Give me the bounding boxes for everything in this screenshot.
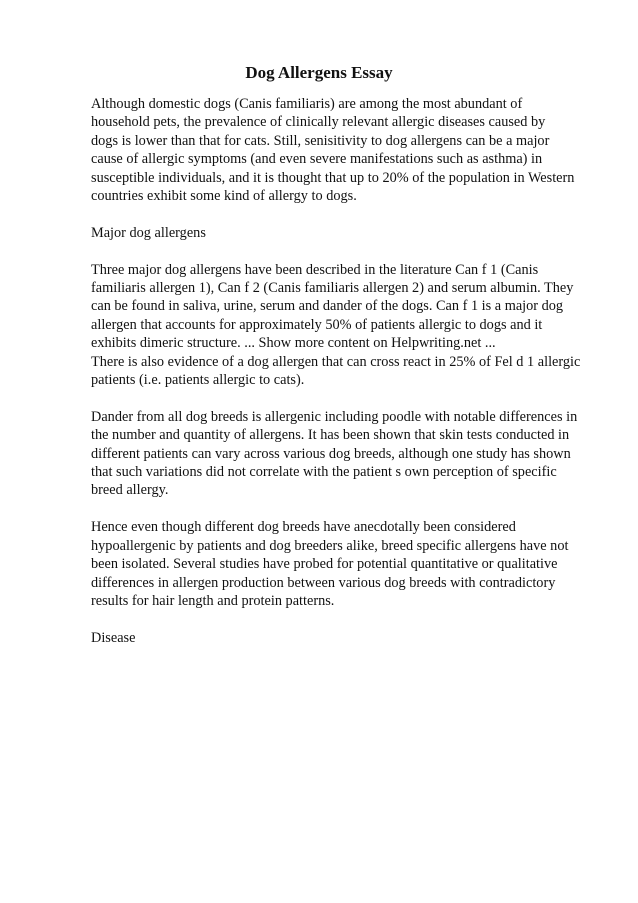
text-line: different patients can vary across various dog breeds, although one study has shown bbox=[91, 445, 571, 462]
paragraph bbox=[91, 518, 601, 610]
text-line: Although domestic dogs (Canis familiaris) are among the most abundant of bbox=[91, 96, 523, 112]
text-line: hypoallergenic by patients and dog breeders alike, breed specific allergens have not bbox=[91, 537, 569, 554]
document-body bbox=[91, 95, 601, 666]
text-line: that such variations did not correlate with the patient s own perception of specific bbox=[91, 464, 557, 481]
paragraph bbox=[91, 224, 601, 242]
text-line: results for hair length and protein patterns. bbox=[91, 592, 335, 609]
text-line: patients (i.e. patients allergic to cats). bbox=[91, 372, 305, 389]
text-line: Disease bbox=[91, 629, 136, 646]
text-line: Dander from all dog breeds is allergenic including poodle with notable differences in bbox=[91, 408, 578, 425]
text-line: There is also evidence of a dog allergen that can cross react in 25% of Fel d 1 allergic bbox=[91, 353, 581, 370]
text-line: cause of allergic symptoms (and even severe manifestations such as asthma) in bbox=[91, 151, 543, 168]
paragraph bbox=[91, 261, 601, 390]
text-line: differences in allergen production between various dog breeds with contradictory bbox=[91, 574, 556, 591]
text-line: Three major dog allergens have been described in the literature Can f 1 (Canis bbox=[91, 261, 539, 278]
document-title: Dog Allergens Essay bbox=[245, 63, 393, 82]
text-line: household pets, the prevalence of clinically relevant allergic diseases caused by bbox=[91, 114, 546, 131]
text-line: Major dog allergens bbox=[91, 224, 206, 241]
text-line: can be found in saliva, urine, serum and dander of the dogs. Can f 1 is a major dog bbox=[91, 298, 564, 315]
text-line: exhibits dimeric structure. ... Show more content on Helpwriting.net ... bbox=[91, 335, 496, 352]
text-line: breed allergy. bbox=[91, 482, 169, 499]
paragraph bbox=[91, 629, 601, 647]
paragraph bbox=[91, 408, 601, 500]
text-line: Hence even though different dog breeds have anecdotally been considered bbox=[91, 519, 516, 536]
text-line: familiaris allergen 1), Can f 2 (Canis familiaris allergen 2) and serum albumin. They bbox=[91, 280, 574, 297]
text-line: allergen that accounts for approximately 50% of patients allergic to dogs and it bbox=[91, 316, 543, 333]
paragraph bbox=[91, 95, 601, 205]
text-line: dogs is lower than that for cats. Still, senisitivity to dog allergens can be a major bbox=[91, 132, 550, 149]
text-line: the number and quantity of allergens. It has been shown that skin tests conducted in bbox=[91, 427, 570, 444]
text-line: susceptible individuals, and it is thought that up to 20% of the population in Western bbox=[91, 169, 575, 186]
text-line: countries exhibit some kind of allergy to dogs. bbox=[91, 188, 357, 205]
text-line: been isolated. Several studies have probed for potential quantitative or qualitative bbox=[91, 556, 558, 573]
